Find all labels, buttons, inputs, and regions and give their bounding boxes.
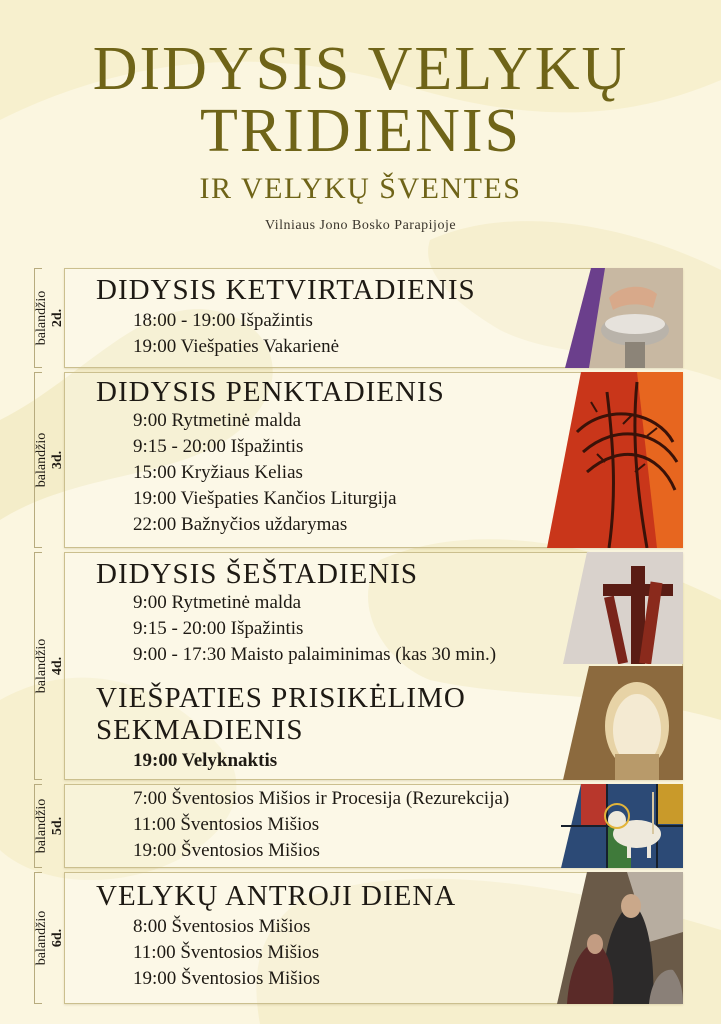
- empty-tomb-image: [563, 666, 683, 780]
- date-day: 6d.: [50, 928, 65, 948]
- schedule-list: [133, 786, 509, 864]
- schedule-item: 19:00 Šventosios Mišios: [133, 968, 320, 989]
- communion-chalice-image: [565, 268, 683, 368]
- sunday-title-line1: VIEŠPATIES PRISIKĖLIMO: [96, 682, 466, 714]
- schedule-list: [133, 408, 397, 538]
- schedule-list: [133, 914, 320, 992]
- section-thursday: [0, 268, 721, 368]
- section-sunday: [0, 784, 721, 868]
- schedule-item: 11:00 Šventosios Mišios: [133, 942, 320, 963]
- date-month: balandžio: [34, 798, 49, 854]
- day-title: DIDYSIS KETVIRTADIENIS: [96, 274, 476, 306]
- date-day: 5d.: [50, 816, 65, 836]
- section-monday: [0, 872, 721, 1004]
- cross-image: [563, 552, 683, 664]
- day-title: DIDYSIS ŠEŠTADIENIS: [96, 558, 418, 590]
- schedule-list: [133, 748, 277, 774]
- page-header: [0, 0, 721, 250]
- date-month: balandžio: [34, 910, 49, 966]
- schedule-item: 19:00 Viešpaties Kančios Liturgija: [133, 488, 397, 509]
- lamb-stained-glass-image: [561, 784, 683, 868]
- day-title: DIDYSIS PENKTADIENIS: [96, 376, 445, 408]
- date-day: 2d.: [50, 308, 65, 328]
- schedule-item: 22:00 Bažnyčios uždarymas: [133, 514, 348, 535]
- date-day: 3d.: [50, 450, 65, 470]
- schedule-item: 9:00 Rytmetinė malda: [133, 592, 302, 613]
- day-title: VELYKŲ ANTROJI DIENA: [96, 880, 457, 912]
- subtitle: IR VELYKŲ ŠVENTES: [199, 172, 522, 205]
- section-saturday: [0, 552, 721, 780]
- crown-of-thorns-image: [547, 372, 683, 548]
- schedule-list: [133, 308, 339, 360]
- main-title-line2: TRIDIENIS: [199, 97, 522, 165]
- schedule-item: 9:15 - 20:00 Išpažintis: [133, 618, 304, 639]
- date-label: [34, 552, 65, 780]
- schedule-list: [133, 590, 496, 668]
- schedule-item: 7:00 Šventosios Mišios ir Procesija (Rezurekcija): [133, 788, 510, 809]
- women-at-tomb-painting-image: [557, 872, 683, 1004]
- date-label: [34, 872, 65, 1004]
- schedule-item: 9:15 - 20:00 Išpažintis: [133, 436, 304, 457]
- date-day: 4d.: [50, 656, 65, 676]
- main-title-line1: DIDYSIS VELYKŲ: [92, 35, 629, 103]
- schedule-item: 15:00 Kryžiaus Kelias: [133, 462, 303, 483]
- schedule-item: 8:00 Šventosios Mišios: [133, 916, 311, 937]
- schedule-item: 19:00 Viešpaties Vakarienė: [133, 336, 340, 357]
- schedule-item: 9:00 - 17:30 Maisto palaiminimas (kas 30 min.): [133, 644, 497, 665]
- schedule-item: 11:00 Šventosios Mišios: [133, 814, 320, 835]
- schedule-item: 19:00 Šventosios Mišios: [133, 840, 320, 861]
- date-label: [34, 268, 65, 368]
- date-month: balandžio: [34, 432, 49, 488]
- section-friday: [0, 372, 721, 548]
- schedule-item: 19:00 Velyknaktis: [133, 750, 278, 771]
- sunday-title-line2: SEKMADIENIS: [96, 714, 304, 746]
- date-label: [34, 784, 65, 868]
- date-month: balandžio: [34, 638, 49, 694]
- date-label: [34, 372, 65, 548]
- date-month: balandžio: [34, 290, 49, 346]
- schedule-item: 9:00 Rytmetinė malda: [133, 410, 302, 431]
- parish-name: Vilniaus Jono Bosko Parapijoje: [264, 218, 457, 233]
- schedule-item: 18:00 - 19:00 Išpažintis: [133, 310, 313, 331]
